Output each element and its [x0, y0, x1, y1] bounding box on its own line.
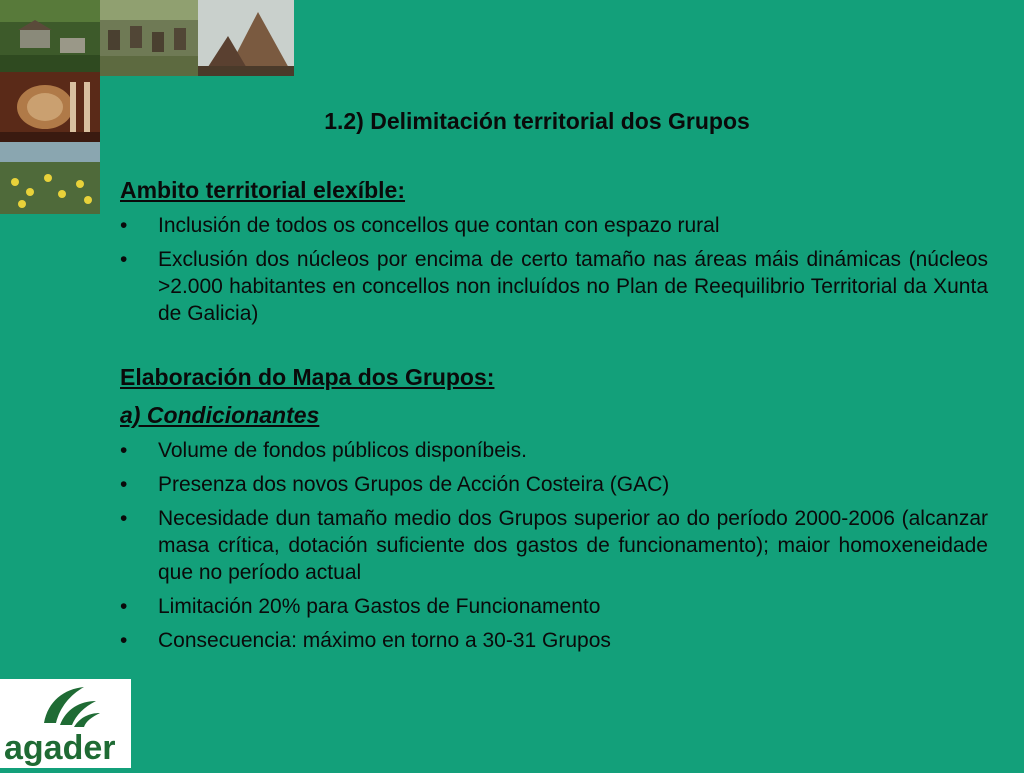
bullet-icon: • [120, 248, 128, 271]
village-photo [0, 0, 100, 72]
beehives-photo [100, 0, 198, 76]
slide-content [120, 176, 988, 654]
list-item: • Necesidade dun tamaño medio dos Grupos superior ao do período 2000-2006 (alcanzar masa crítica, dotación suficiente dos gastos de funcionamento); maior homoxeneidade que no período actual [120, 507, 988, 584]
list-item: • Volume de fondos públicos disponíbeis. [120, 439, 527, 462]
logo-wordmark: agader [4, 729, 116, 767]
bullet-icon: • [120, 439, 128, 462]
bullet-icon: • [120, 507, 128, 530]
list-item: • Exclusión dos núcleos por encima de certo tamaño nas áreas máis dinámicas (núcleos >2.000 habitantes en concellos non incluídos no Plan de Reequilibrio Territorial da Xunta de Galicia) [120, 248, 988, 325]
bullet-list-conditions [120, 437, 988, 654]
list-item: • Inclusión de todos os concellos que contan con espazo rural [120, 214, 720, 237]
subheading-conditions: a) Condicionantes [120, 402, 320, 428]
section-heading-eligible-area: Ambito territorial elexíble: [120, 177, 406, 203]
bullet-icon: • [120, 629, 128, 652]
agader-logo [0, 679, 131, 768]
list-item: • Consecuencia: máximo en torno a 30-31 Grupos [120, 629, 611, 652]
list-item: • Limitación 20% para Gastos de Funcionamento [120, 595, 601, 618]
slide-title: 1.2) Delimitación territorial dos Grupos [324, 108, 750, 134]
list-item: • Presenza dos novos Grupos de Acción Costeira (GAC) [120, 473, 670, 496]
flowers-photo [0, 142, 100, 214]
bullet-icon: • [120, 595, 128, 618]
bullet-list-eligible-area [120, 212, 988, 327]
section-heading-map: Elaboración do Mapa dos Grupos: [120, 364, 495, 390]
bullet-icon: • [120, 473, 128, 496]
stone-structure-photo [198, 0, 294, 76]
bullet-icon: • [120, 214, 128, 237]
